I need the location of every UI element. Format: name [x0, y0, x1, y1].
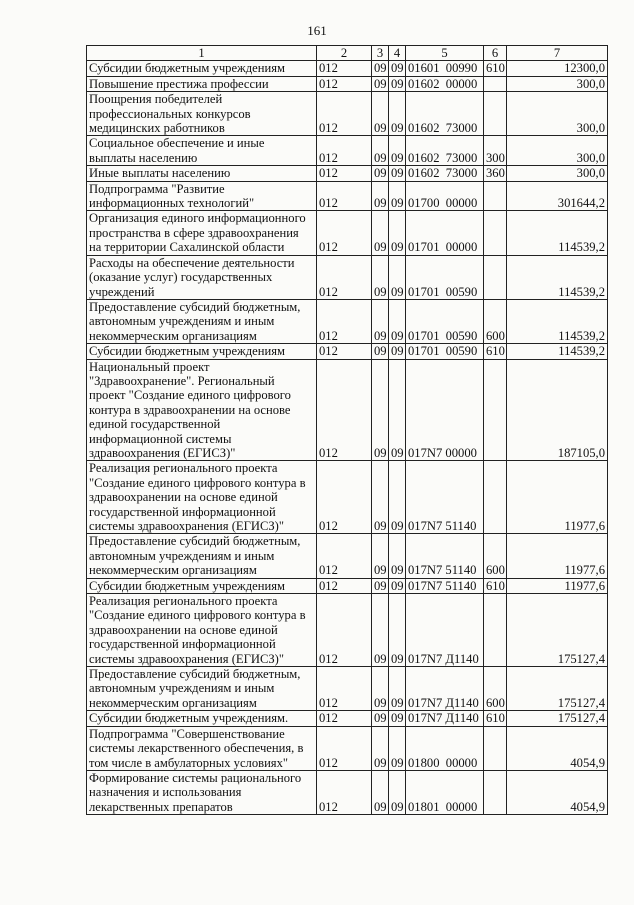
table-row: [87, 136, 608, 166]
row-expense-type: [484, 594, 507, 667]
row-target-article: 017N7 00000: [406, 359, 484, 461]
table-row: [87, 359, 608, 461]
row-amount: 187105,0: [507, 359, 608, 461]
row-name: Расходы на обеспечение деятельности (оказание услуг) государственных учреждений: [87, 255, 317, 299]
table-row: [87, 299, 608, 343]
row-target-article: 01601 00990: [406, 61, 484, 76]
row-amount: 11977,6: [507, 578, 608, 593]
row-expense-type: 600: [484, 299, 507, 343]
column-header: 7: [507, 46, 608, 61]
row-subsection-code: 09: [389, 344, 406, 359]
table-row: [87, 255, 608, 299]
table-row: [87, 534, 608, 578]
row-ved-code: 012: [317, 136, 372, 166]
table-row: [87, 461, 608, 534]
row-amount: 301644,2: [507, 181, 608, 211]
row-ved-code: 012: [317, 578, 372, 593]
row-subsection-code: 09: [389, 594, 406, 667]
row-section-code: 09: [372, 534, 389, 578]
row-target-article: 017N7 51140: [406, 534, 484, 578]
row-subsection-code: 09: [389, 726, 406, 770]
column-header: 1: [87, 46, 317, 61]
row-expense-type: 300: [484, 136, 507, 166]
row-ved-code: 012: [317, 255, 372, 299]
column-header: 3: [372, 46, 389, 61]
row-subsection-code: 09: [389, 359, 406, 461]
row-expense-type: [484, 211, 507, 255]
row-amount: 114539,2: [507, 344, 608, 359]
row-name: Поощрения победителей профессиональных конкурсов медицинских работников: [87, 92, 317, 136]
row-expense-type: 610: [484, 61, 507, 76]
row-amount: 175127,4: [507, 711, 608, 726]
row-subsection-code: 09: [389, 181, 406, 211]
row-target-article: 01602 00000: [406, 76, 484, 91]
row-expense-type: 610: [484, 578, 507, 593]
row-ved-code: 012: [317, 461, 372, 534]
row-expense-type: 610: [484, 711, 507, 726]
row-target-article: 01700 00000: [406, 181, 484, 211]
row-target-article: 01701 00590: [406, 255, 484, 299]
column-header: 4: [389, 46, 406, 61]
row-amount: 114539,2: [507, 255, 608, 299]
row-name: Формирование системы рационального назначения и использования лекарственных препаратов: [87, 770, 317, 814]
row-ved-code: 012: [317, 534, 372, 578]
row-target-article: 017N7 Д1140: [406, 667, 484, 711]
row-section-code: 09: [372, 136, 389, 166]
row-expense-type: 610: [484, 344, 507, 359]
row-subsection-code: 09: [389, 667, 406, 711]
row-target-article: 01701 00590: [406, 299, 484, 343]
row-ved-code: 012: [317, 166, 372, 181]
row-target-article: 01701 00590: [406, 344, 484, 359]
row-ved-code: 012: [317, 726, 372, 770]
row-subsection-code: 09: [389, 255, 406, 299]
row-expense-type: [484, 461, 507, 534]
row-section-code: 09: [372, 299, 389, 343]
row-expense-type: [484, 76, 507, 91]
table-row: [87, 667, 608, 711]
row-amount: 11977,6: [507, 461, 608, 534]
row-ved-code: 012: [317, 594, 372, 667]
row-subsection-code: 09: [389, 61, 406, 76]
row-expense-type: 600: [484, 667, 507, 711]
row-subsection-code: 09: [389, 211, 406, 255]
row-expense-type: [484, 181, 507, 211]
row-subsection-code: 09: [389, 534, 406, 578]
row-ved-code: 012: [317, 299, 372, 343]
row-ved-code: 012: [317, 92, 372, 136]
row-name: Подпрограмма "Совершенствование системы лекарственного обеспечения, в том числе в амбулаторных условиях": [87, 726, 317, 770]
row-name: Субсидии бюджетным учреждениям: [87, 344, 317, 359]
table-row: [87, 92, 608, 136]
table-row: [87, 711, 608, 726]
row-ved-code: 012: [317, 344, 372, 359]
row-target-article: 01602 73000: [406, 136, 484, 166]
row-name: Повышение престижа профессии: [87, 76, 317, 91]
row-ved-code: 012: [317, 711, 372, 726]
row-ved-code: 012: [317, 181, 372, 211]
row-section-code: 09: [372, 181, 389, 211]
row-name: Социальное обеспечение и иные выплаты населению: [87, 136, 317, 166]
table-row: [87, 181, 608, 211]
row-amount: 114539,2: [507, 211, 608, 255]
row-section-code: 09: [372, 61, 389, 76]
row-amount: 300,0: [507, 136, 608, 166]
column-number-row: [87, 46, 608, 61]
row-amount: 4054,9: [507, 770, 608, 814]
row-amount: 300,0: [507, 76, 608, 91]
row-name: Субсидии бюджетным учреждениям: [87, 578, 317, 593]
row-name: Субсидии бюджетным учреждениям: [87, 61, 317, 76]
row-subsection-code: 09: [389, 770, 406, 814]
row-name: Реализация регионального проекта "Создание единого цифрового контура в здравоохранении на основе единой государственной информационной системы здравоохранения (ЕГИСЗ)": [87, 594, 317, 667]
row-amount: 114539,2: [507, 299, 608, 343]
table-row: [87, 166, 608, 181]
row-ved-code: 012: [317, 667, 372, 711]
row-name: Организация единого информационного пространства в сфере здравоохранения на территории Сахалинской области: [87, 211, 317, 255]
row-target-article: 017N7 Д1140: [406, 594, 484, 667]
row-ved-code: 012: [317, 770, 372, 814]
row-target-article: 01801 00000: [406, 770, 484, 814]
row-expense-type: [484, 255, 507, 299]
row-subsection-code: 09: [389, 711, 406, 726]
row-section-code: 09: [372, 76, 389, 91]
row-name: Подпрограмма "Развитие информационных технологий": [87, 181, 317, 211]
row-subsection-code: 09: [389, 166, 406, 181]
row-subsection-code: 09: [389, 299, 406, 343]
row-target-article: 017N7 51140: [406, 461, 484, 534]
budget-table: [86, 45, 608, 815]
row-ved-code: 012: [317, 76, 372, 91]
row-amount: 175127,4: [507, 594, 608, 667]
row-expense-type: [484, 726, 507, 770]
table-row: [87, 578, 608, 593]
table-row: [87, 211, 608, 255]
row-section-code: 09: [372, 166, 389, 181]
row-amount: 300,0: [507, 166, 608, 181]
row-subsection-code: 09: [389, 76, 406, 91]
row-amount: 11977,6: [507, 534, 608, 578]
row-target-article: 01701 00000: [406, 211, 484, 255]
row-target-article: 01602 73000: [406, 166, 484, 181]
row-expense-type: 600: [484, 534, 507, 578]
row-section-code: 09: [372, 461, 389, 534]
row-amount: 4054,9: [507, 726, 608, 770]
table-row: [87, 770, 608, 814]
row-name: Национальный проект "Здравоохранение". Региональный проект "Создание единого цифрового контура в здравоохранении на основе единой государственной информационной системы здравоохранения (ЕГИСЗ)": [87, 359, 317, 461]
row-name: Реализация регионального проекта "Создание единого цифрового контура в здравоохранении на основе единой государственной информационной системы здравоохранения (ЕГИСЗ)": [87, 461, 317, 534]
row-expense-type: [484, 770, 507, 814]
row-ved-code: 012: [317, 211, 372, 255]
row-target-article: 01800 00000: [406, 726, 484, 770]
row-expense-type: [484, 92, 507, 136]
table-row: [87, 61, 608, 76]
row-section-code: 09: [372, 667, 389, 711]
row-amount: 300,0: [507, 92, 608, 136]
table-row: [87, 594, 608, 667]
row-section-code: 09: [372, 359, 389, 461]
row-subsection-code: 09: [389, 461, 406, 534]
row-section-code: 09: [372, 255, 389, 299]
row-section-code: 09: [372, 594, 389, 667]
row-section-code: 09: [372, 344, 389, 359]
row-section-code: 09: [372, 578, 389, 593]
column-header: 2: [317, 46, 372, 61]
row-amount: 12300,0: [507, 61, 608, 76]
row-name: Субсидии бюджетным учреждениям.: [87, 711, 317, 726]
row-subsection-code: 09: [389, 578, 406, 593]
row-name: Предоставление субсидий бюджетным, автономным учреждениям и иным некоммерческим организациям: [87, 534, 317, 578]
row-ved-code: 012: [317, 359, 372, 461]
row-section-code: 09: [372, 770, 389, 814]
column-header: 5: [406, 46, 484, 61]
row-expense-type: 360: [484, 166, 507, 181]
row-target-article: 017N7 Д1140: [406, 711, 484, 726]
table-row: [87, 726, 608, 770]
row-name: Предоставление субсидий бюджетным, автономным учреждениям и иным некоммерческим организациям: [87, 299, 317, 343]
row-section-code: 09: [372, 726, 389, 770]
table-row: [87, 76, 608, 91]
row-section-code: 09: [372, 211, 389, 255]
row-target-article: 017N7 51140: [406, 578, 484, 593]
table-row: [87, 344, 608, 359]
row-amount: 175127,4: [507, 667, 608, 711]
row-name: Предоставление субсидий бюджетным, автономным учреждениям и иным некоммерческим организациям: [87, 667, 317, 711]
page-number: 161: [307, 23, 327, 38]
row-ved-code: 012: [317, 61, 372, 76]
column-header: 6: [484, 46, 507, 61]
row-target-article: 01602 73000: [406, 92, 484, 136]
row-section-code: 09: [372, 92, 389, 136]
row-section-code: 09: [372, 711, 389, 726]
row-subsection-code: 09: [389, 92, 406, 136]
row-name: Иные выплаты населению: [87, 166, 317, 181]
row-expense-type: [484, 359, 507, 461]
row-subsection-code: 09: [389, 136, 406, 166]
